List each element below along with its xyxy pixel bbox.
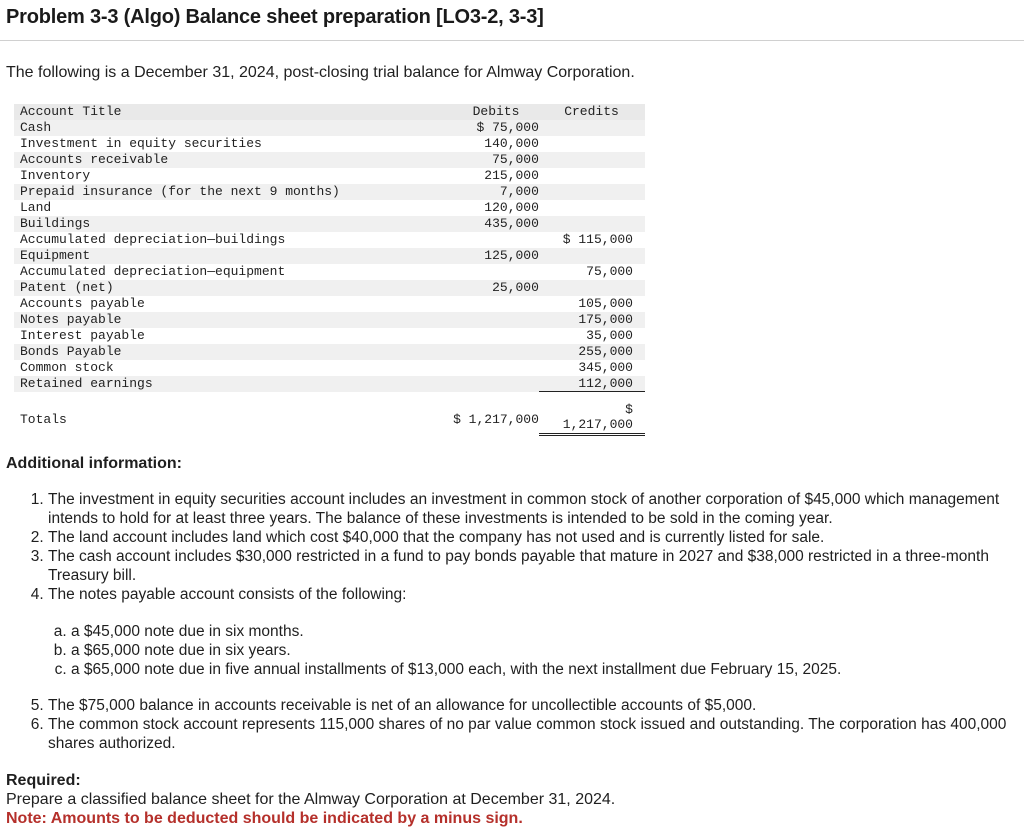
totals-debit: $ 1,217,000: [453, 411, 539, 427]
header-account-title: Account Title: [20, 104, 122, 119]
header-debits: Debits: [472, 104, 520, 119]
account-cell: Inventory: [20, 168, 91, 183]
header-credits: Credits: [564, 104, 619, 119]
account-cell: Patent (net): [20, 280, 114, 295]
credit-cell: $ 115,000: [562, 232, 633, 247]
title-divider: [0, 40, 1024, 41]
account-cell: Buildings: [20, 216, 91, 231]
list-item: 4. The notes payable account consists of the following:: [48, 585, 1023, 604]
list-item: a. a $45,000 note due in six months.: [71, 622, 971, 641]
debit-cell: [444, 360, 539, 376]
account-cell: Notes payable: [20, 312, 122, 327]
debit-cell: [444, 328, 539, 344]
debit-cell: $ 75,000: [476, 120, 539, 135]
table-row: [14, 344, 645, 360]
account-cell: Cash: [20, 120, 52, 135]
table-row: [14, 120, 645, 136]
credit-cell: [539, 136, 645, 152]
debit-cell: [444, 232, 539, 248]
debit-cell: [444, 344, 539, 360]
credit-cell: [539, 280, 645, 296]
list-item: b. a $65,000 note due in six years.: [71, 641, 971, 660]
debit-cell: [444, 312, 539, 328]
additional-info-list-continued: [30, 696, 1023, 753]
table-row: [14, 360, 645, 376]
table-row: [14, 168, 645, 184]
totals-label: Totals: [20, 411, 67, 427]
debit-cell: 7,000: [499, 184, 539, 199]
debit-cell: 125,000: [484, 248, 539, 263]
notes-payable-sublist: [53, 622, 971, 679]
totals-credit-symbol: $: [625, 402, 633, 417]
credit-cell: [539, 120, 645, 136]
additional-info-list: [30, 490, 1023, 604]
table-row: [14, 232, 645, 248]
account-cell: Accumulated depreciation—buildings: [20, 232, 286, 247]
account-cell: Accounts payable: [20, 296, 145, 311]
credit-cell: [539, 168, 645, 184]
debit-cell: 435,000: [484, 216, 539, 231]
table-row: [14, 312, 645, 328]
totals-row: [14, 398, 645, 440]
debit-cell: 140,000: [484, 136, 539, 151]
account-cell: Interest payable: [20, 328, 145, 343]
table-row: [14, 184, 645, 200]
account-cell: Retained earnings: [20, 376, 153, 391]
additional-info-heading: Additional information:: [6, 455, 182, 472]
account-cell: Prepaid insurance (for the next 9 months): [20, 184, 340, 199]
credit-cell: 35,000: [586, 328, 633, 343]
account-cell: Accounts receivable: [20, 152, 169, 167]
required-label: Required:: [6, 772, 81, 789]
credit-cell: 112,000: [539, 376, 645, 392]
account-cell: Accumulated depreciation—equipment: [20, 264, 286, 279]
account-cell: Common stock: [20, 360, 114, 375]
trial-balance-table: [14, 104, 645, 440]
list-item: 2. The land account includes land which cost $40,000 that the company has not used and is currently listed for sale.: [48, 528, 1023, 547]
credit-cell: [539, 152, 645, 168]
table-row: [14, 136, 645, 152]
debit-cell: 120,000: [484, 200, 539, 215]
debit-cell: [444, 376, 539, 392]
table-row: [14, 376, 645, 392]
credit-cell: [539, 216, 645, 232]
debit-cell: [444, 296, 539, 312]
debit-cell: 215,000: [484, 168, 539, 183]
list-item: 5. The $75,000 balance in accounts receivable is net of an allowance for uncollectible accounts of $5,000.: [48, 696, 1023, 715]
list-item: 6. The common stock account represents 115,000 shares of no par value common stock issued and outstanding. The corporation has 400,000 shares authorized.: [48, 715, 1023, 753]
table-row: [14, 296, 645, 312]
table-row: [14, 216, 645, 232]
required-section: [6, 771, 615, 828]
required-note: Note: Amounts to be deducted should be indicated by a minus sign.: [6, 810, 523, 827]
list-item: 1. The investment in equity securities account includes an investment in common stock of another corporation of $45,000 which management intends to hold for at least three years. The balance of these investments is intended to be sold in the coming year.: [48, 490, 1023, 528]
totals-credit-value: 1,217,000: [562, 417, 633, 432]
account-cell: Investment in equity securities: [20, 136, 262, 151]
credit-cell: [539, 200, 645, 216]
table-row: [14, 248, 645, 264]
debit-cell: 75,000: [492, 152, 539, 167]
table-row: [14, 280, 645, 296]
credit-cell: 345,000: [578, 360, 633, 375]
account-cell: Bonds Payable: [20, 344, 122, 359]
totals-credit: [539, 402, 645, 436]
debit-cell: [444, 264, 539, 280]
credit-cell: 75,000: [586, 264, 633, 279]
credit-cell: [539, 248, 645, 264]
page-title: Problem 3-3 (Algo) Balance sheet preparation [LO3-2, 3-3]: [6, 6, 544, 28]
debit-cell: 25,000: [492, 280, 539, 295]
table-row: [14, 152, 645, 168]
account-cell: Equipment: [20, 248, 91, 263]
credit-cell: 105,000: [578, 296, 633, 311]
table-row: [14, 200, 645, 216]
list-item: c. a $65,000 note due in five annual installments of $13,000 each, with the next installment due February 15, 2025.: [71, 660, 971, 679]
list-item: 3. The cash account includes $30,000 restricted in a fund to pay bonds payable that mature in 2027 and $38,000 restricted in a three-month Treasury bill.: [48, 547, 1023, 585]
required-text: Prepare a classified balance sheet for the Almway Corporation at December 31, 2024.: [6, 791, 616, 808]
credit-cell: [539, 184, 645, 200]
table-row: [14, 264, 645, 280]
table-header-row: [14, 104, 645, 120]
table-row: [14, 328, 645, 344]
account-cell: Land: [20, 200, 52, 215]
intro-text: The following is a December 31, 2024, post-closing trial balance for Almway Corporation.: [6, 64, 635, 81]
credit-cell: 255,000: [578, 344, 633, 359]
credit-cell: 175,000: [578, 312, 633, 327]
